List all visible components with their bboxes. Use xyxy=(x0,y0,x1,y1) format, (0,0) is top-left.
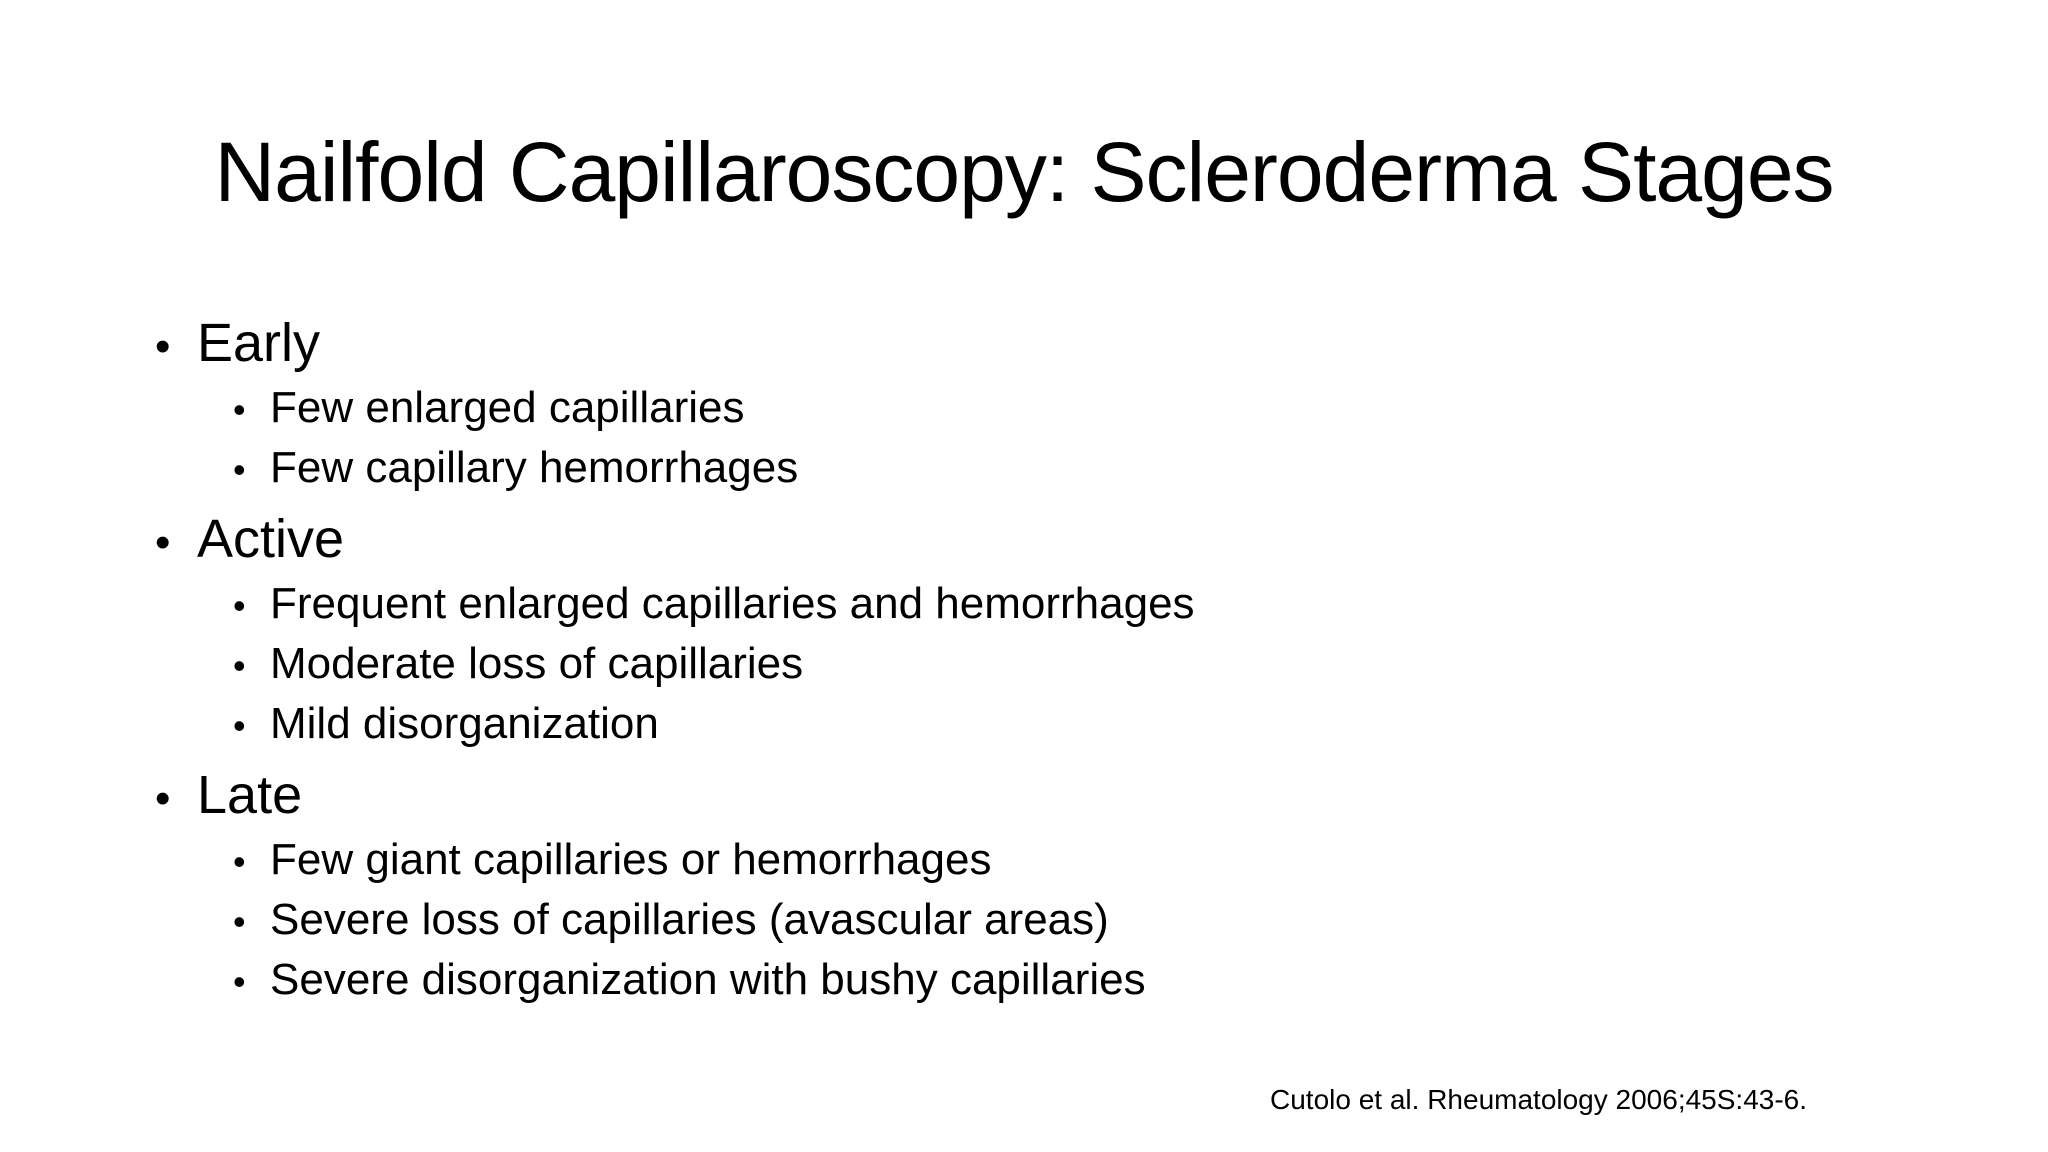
list-item-text: Frequent enlarged capillaries and hemorrhages xyxy=(270,579,1195,628)
bullet-dot: • xyxy=(155,518,171,567)
stage-label: Early xyxy=(197,313,321,373)
list-item xyxy=(233,950,1655,1010)
stage-label: Active xyxy=(197,509,345,569)
bullet-dot: • xyxy=(155,774,171,823)
stage-heading xyxy=(155,308,1655,378)
bullet-dot: • xyxy=(233,961,246,1002)
list-item xyxy=(233,438,1655,498)
list-item-text: Few enlarged capillaries xyxy=(270,383,745,432)
bullet-dot: • xyxy=(233,705,246,746)
bullet-list xyxy=(155,308,1655,1016)
bullet-dot: • xyxy=(233,449,246,490)
stage-group-early xyxy=(155,308,1655,498)
list-item xyxy=(233,634,1655,694)
bullet-dot: • xyxy=(233,645,246,686)
list-item xyxy=(233,830,1655,890)
stage-group-late xyxy=(155,760,1655,1010)
stage-heading xyxy=(155,760,1655,830)
stage-feature-list xyxy=(155,574,1655,754)
list-item-text: Few giant capillaries or hemorrhages xyxy=(270,835,992,884)
list-item xyxy=(233,890,1655,950)
list-item-text: Severe loss of capillaries (avascular areas) xyxy=(270,895,1109,944)
stage-heading xyxy=(155,504,1655,574)
bullet-dot: • xyxy=(233,841,246,882)
list-item-text: Moderate loss of capillaries xyxy=(270,639,804,688)
list-item xyxy=(233,694,1655,754)
stage-label: Late xyxy=(197,765,303,825)
list-item-text: Severe disorganization with bushy capillaries xyxy=(270,955,1146,1004)
list-item-text: Mild disorganization xyxy=(270,699,659,748)
bullet-dot: • xyxy=(233,901,246,942)
bullet-dot: • xyxy=(233,585,246,626)
stage-group-active xyxy=(155,504,1655,754)
stage-feature-list xyxy=(155,378,1655,498)
list-item-text: Few capillary hemorrhages xyxy=(270,443,799,492)
list-item xyxy=(233,574,1655,634)
bullet-dot: • xyxy=(155,322,171,371)
slide-title: Nailfold Capillaroscopy: Scleroderma Stages xyxy=(214,125,1834,219)
list-item xyxy=(233,378,1655,438)
bullet-dot: • xyxy=(233,389,246,430)
stage-feature-list xyxy=(155,830,1655,1010)
citation-text: Cutolo et al. Rheumatology 2006;45S:43-6. xyxy=(1270,1084,1808,1115)
